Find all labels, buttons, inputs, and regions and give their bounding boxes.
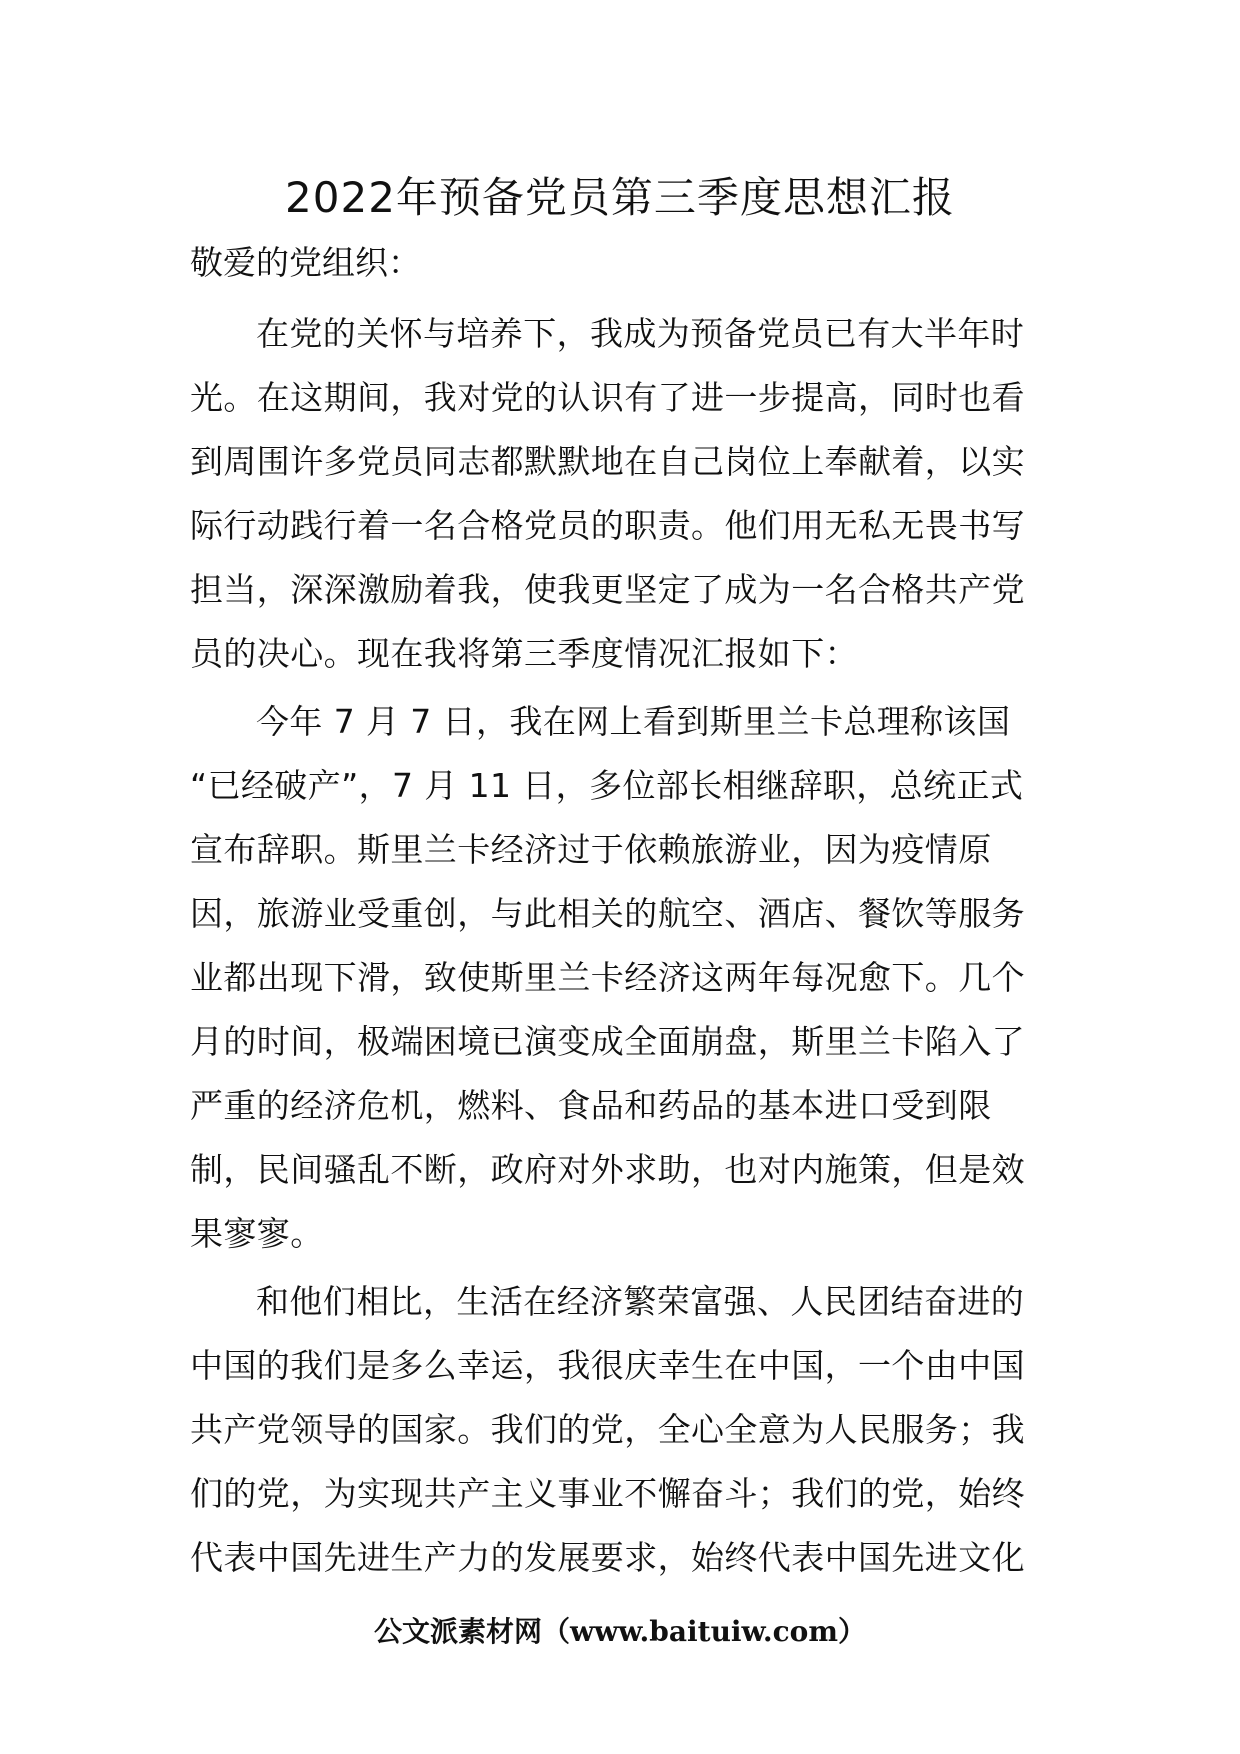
paragraph-line: 中国的我们是多么幸运，我很庆幸生在中国，一个由中国	[190, 1346, 1025, 1385]
document-body	[190, 302, 1070, 1590]
paragraph-line: “已经破产”，7 月 11 日，多位部长相继辞职，总统正式	[190, 766, 1024, 805]
paragraph-1	[190, 302, 1070, 686]
paragraph-line: 今年 7 月 7 日，我在网上看到斯里兰卡总理称该国	[256, 702, 1011, 741]
paragraph-line: 到周围许多党员同志都默默地在自己岗位上奉献着，以实	[190, 442, 1025, 481]
paragraph-line: 代表中国先进生产力的发展要求，始终代表中国先进文化	[190, 1538, 1025, 1577]
salutation: 敬爱的党组织：	[190, 243, 421, 282]
paragraph-line: 员的决心。现在我将第三季度情况汇报如下：	[190, 634, 858, 673]
paragraph-line: 们的党，为实现共产主义事业不懈奋斗；我们的党，始终	[190, 1474, 1025, 1513]
paragraph-line: 和他们相比，生活在经济繁荣富强、人民团结奋进的	[256, 1282, 1025, 1321]
paragraph-line: 共产党领导的国家。我们的党，全心全意为人民服务；我	[190, 1410, 1025, 1449]
paragraph-line: 严重的经济危机，燃料、食品和药品的基本进口受到限	[190, 1086, 992, 1125]
paragraph-3	[190, 1270, 1070, 1590]
paragraph-line: 制，民间骚乱不断，政府对外求助，也对内施策，但是效	[190, 1150, 1025, 1189]
paragraph-line: 担当，深深激励着我，使我更坚定了成为一名合格共产党	[190, 570, 1025, 609]
paragraph-line: 月的时间，极端困境已演变成全面崩盘，斯里兰卡陷入了	[190, 1022, 1025, 1061]
paragraph-line: 业都出现下滑，致使斯里兰卡经济这两年每况愈下。几个	[190, 958, 1025, 997]
paragraph-line: 际行动践行着一名合格党员的职责。他们用无私无畏书写	[190, 506, 1025, 545]
document-title: 2022年预备党员第三季度思想汇报	[285, 173, 955, 222]
paragraph-2	[190, 690, 1070, 1266]
paragraph-line: 因，旅游业受重创，与此相关的航空、酒店、餐饮等服务	[190, 894, 1025, 933]
paragraph-line: 在党的关怀与培养下，我成为预备党员已有大半年时	[256, 314, 1025, 353]
paragraph-line: 果寥寥。	[190, 1214, 324, 1253]
paragraph-line: 宣布辞职。斯里兰卡经济过于依赖旅游业，因为疫情原	[190, 830, 992, 869]
footer-watermark: 公文派素材网（www.baituiw.com）	[374, 1615, 866, 1648]
paragraph-line: 光。在这期间，我对党的认识有了进一步提高，同时也看	[190, 378, 1025, 417]
